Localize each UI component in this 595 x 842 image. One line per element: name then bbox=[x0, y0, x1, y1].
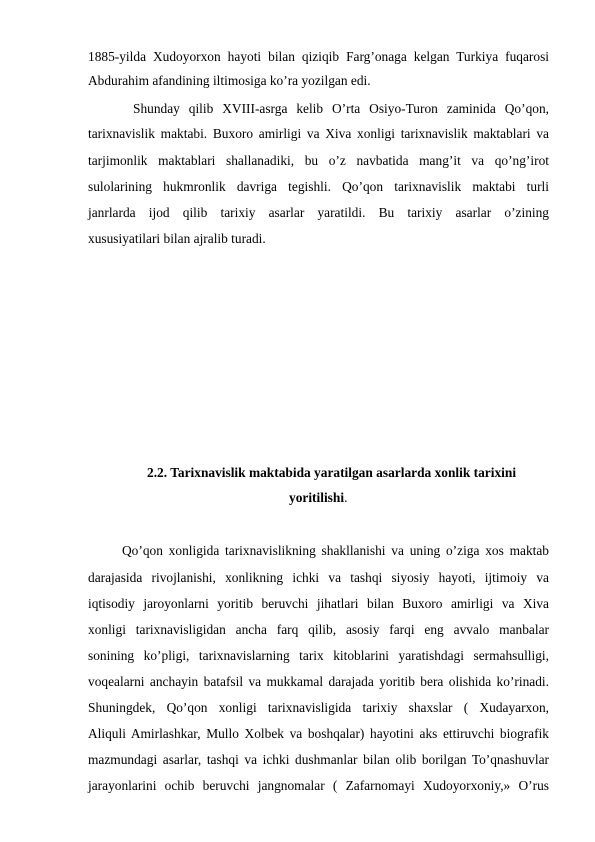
section-heading-period: . bbox=[344, 490, 348, 505]
paragraph-3-line-2: darajasida rivojlanishi, xonlikning ichki va tashqi siyosiy hayoti, ijtimoiy va bbox=[88, 570, 549, 585]
section-heading-word: yoritilishi bbox=[289, 490, 345, 505]
paragraph-3-line-7: Shuningdek, Qo’qon xonligi tarixnavisligida tarixiy shaxslar ( Xudayarxon, bbox=[88, 700, 549, 715]
paragraph-2-line-2: tarixnavislik maktabi. Buxoro amirligi va Xiva xonligi tarixnavislik maktablari va bbox=[88, 126, 549, 141]
paragraph-2-line-6: xususiyatilari bilan ajralib turadi. bbox=[88, 231, 266, 246]
paragraph-2-line-3: tarjimonlik maktablari shallanadiki, bu o’z navbatida mang’it va qo’ng’irot bbox=[88, 153, 549, 168]
paragraph-2-line-1: Shunday qilib XVIII-asrga kelib O’rta Osiyo-Turon zaminida Qo’qon, bbox=[133, 101, 549, 116]
paragraph-3-line-9: mazmundagi asarlar, tashqi va ichki dushmanlar bilan olib borilgan To’qnashuvlar bbox=[88, 752, 549, 767]
paragraph-3-line-6: voqealarni anchayin batafsil va mukkamal darajada yoritib bera olishida ko’rinadi. bbox=[88, 674, 549, 689]
paragraph-3-line-4: xonligi tarixnavisligidan ancha farq qilib, asosiy farqi eng avvalo manbalar bbox=[88, 622, 549, 637]
paragraph-3-line-3: iqtisodiy jaroyonlarni yoritib beruvchi jihatlari bilan Buxoro amirligi va Xiva bbox=[88, 596, 549, 611]
paragraph-2-line-4: sulolarining hukmronlik davriga tegishli. Qo’qon tarixnavislik maktabi turli bbox=[88, 179, 549, 194]
paragraph-3-line-10: jarayonlarini ochib beruvchi jangnomalar ( Zafarnomayi Xudoyorxoniy,» O’rus bbox=[88, 778, 549, 793]
paragraph-3-line-1: Qo’qon xonligida tarixnavislikning shakllanishi va uning o’ziga xos maktab bbox=[122, 543, 549, 558]
paragraph-3-line-5: sonining ko’pligi, tarixnavislarning tarix kitoblarini yaratishdagi sermahsulligi, bbox=[88, 648, 549, 663]
section-heading-line-1: 2.2. Tarixnavislik maktabida yaratilgan asarlarda xonlik tarixini bbox=[147, 465, 517, 480]
paragraph-1-line-2: Abdurahim afandining iltimosiga ko’ra yozilgan edi. bbox=[88, 73, 371, 88]
paragraph-3-line-8: Aliquli Amirlashkar, Mullo Xolbek va boshqalar) hayotini aks ettiruvchi biografik bbox=[88, 726, 549, 741]
paragraph-1-line-1: 1885-yilda Xudoyorxon hayoti bilan qiziqib Farg’onaga kelgan Turkiya fuqarosi bbox=[88, 49, 549, 64]
section-heading-line-2 bbox=[289, 490, 347, 506]
paragraph-2-line-5: janrlarda ijod qilib tarixiy asarlar yaratildi. Bu tarixiy asarlar o’zining bbox=[88, 205, 549, 220]
